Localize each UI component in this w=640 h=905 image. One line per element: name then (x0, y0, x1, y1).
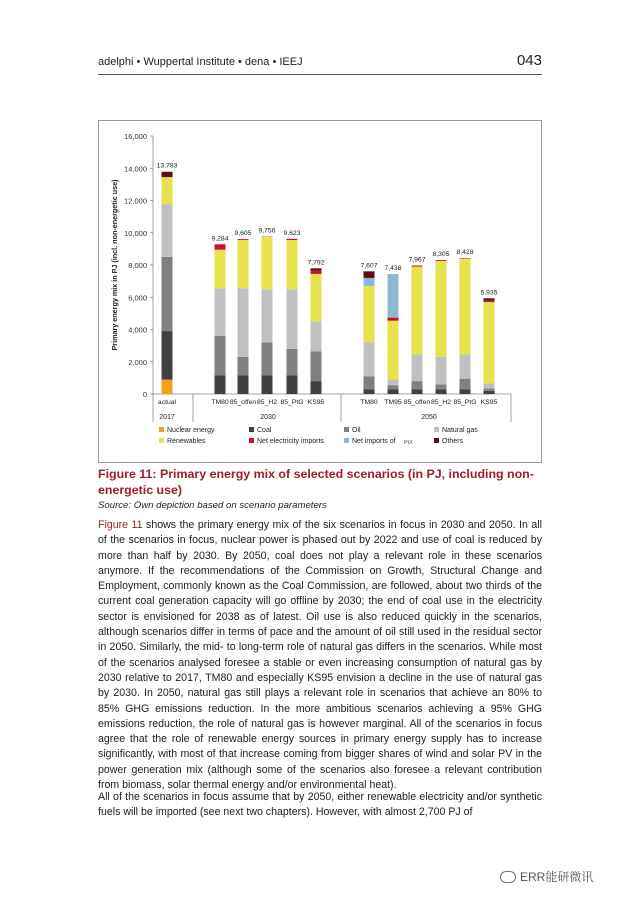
legend-label: Others (442, 438, 464, 445)
page-header (98, 52, 542, 74)
bar-segment (262, 375, 273, 394)
legend-swatch (434, 438, 439, 443)
bar-segment (484, 388, 495, 390)
y-tick-label: 2,000 (128, 357, 147, 367)
header-rule (98, 74, 542, 75)
legend-swatch (434, 427, 439, 432)
bar-segment (311, 271, 322, 274)
bar-segment (238, 240, 249, 288)
bar-segment (238, 375, 249, 394)
x-tick-label: 85_PtG (280, 399, 304, 406)
bar-segment (215, 244, 226, 249)
bar-segment (162, 331, 173, 379)
bar-segment (436, 357, 447, 384)
legend-label: Coal (257, 427, 272, 434)
bar-segment (364, 376, 375, 389)
legend-swatch (249, 427, 254, 432)
bar-segment (162, 257, 173, 331)
figure-frame (98, 120, 542, 463)
group-label: 2017 (159, 414, 175, 421)
legend-swatch (344, 438, 349, 443)
bar-segment (460, 259, 471, 355)
x-tick-label: 85_PtG (453, 399, 477, 406)
bar-segment (412, 267, 423, 355)
legend-label: Oil (352, 427, 361, 434)
bar-segment (262, 342, 273, 375)
bar-segment (262, 289, 273, 342)
y-tick-label: 0 (142, 390, 147, 399)
y-axis-title: Primary energy mix in PJ (incl. non-energetic use) (110, 179, 119, 351)
y-tick-label: 4,000 (128, 325, 147, 335)
x-tick-label: 85_H2 (430, 399, 452, 406)
legend-label: Renewables (167, 438, 206, 445)
bar-segment (162, 172, 173, 177)
bar-segment (484, 302, 495, 383)
bar-segment (412, 354, 423, 381)
bar-segment (311, 321, 322, 351)
bar-segment (238, 357, 249, 376)
group-label: 2050 (421, 414, 437, 421)
x-tick-label: 85_H2 (256, 399, 278, 406)
bar-segment (412, 381, 423, 389)
bar-segment (287, 240, 298, 289)
y-tick-label: 14,000 (124, 164, 147, 174)
x-tick-label: 85_offen (229, 399, 257, 406)
figure-caption: Figure 11: Primary energy mix of selected scenarios (in PJ, including non-energetic use) (98, 467, 534, 497)
bar-segment (287, 375, 298, 394)
bar-segment (436, 260, 447, 261)
bar-segment (364, 286, 375, 342)
y-tick-label: 8,000 (128, 261, 147, 270)
bar-segment (364, 271, 375, 278)
bar-total-label: 9,284 (211, 235, 229, 243)
bar-total-label: 9,623 (283, 229, 301, 237)
bar-segment (364, 389, 375, 394)
wechat-icon (500, 871, 516, 883)
legend-swatch (159, 438, 164, 443)
y-tick-label: 10,000 (124, 228, 147, 238)
bar-segment (412, 389, 423, 394)
bar-segment (388, 321, 399, 380)
bar-segment (484, 301, 495, 302)
legend-swatch (159, 427, 164, 432)
bar-segment (162, 205, 173, 257)
bar-total-label: 7,607 (360, 262, 378, 270)
bar-segment (388, 389, 399, 394)
bar-segment (262, 237, 273, 289)
bar-segment (364, 278, 375, 286)
bar-total-label: 7,967 (408, 256, 426, 264)
legend-label: Natural gas (442, 427, 478, 434)
bar-segment (484, 391, 495, 394)
figure-reference-link[interactable]: Figure 11 (98, 519, 143, 531)
watermark (500, 868, 593, 885)
bar-total-label: 9,605 (234, 230, 252, 238)
legend-label: Net imports of (352, 438, 396, 445)
bar-segment (388, 274, 399, 318)
bar-segment (287, 239, 298, 240)
legend-label: Net electricity imports (257, 438, 324, 445)
bar-segment (484, 384, 495, 389)
bar-segment (311, 268, 322, 270)
bar-segment (215, 375, 226, 394)
bar-segment (215, 336, 226, 376)
y-tick-label: 16,000 (124, 132, 147, 141)
bar-segment (364, 342, 375, 376)
body-paragraph-2: All of the scenarios in focus assume that by 2050, either renewable electricity and/or synthetic fuels will be imported (see next two chapters). However, with almost 2,700 PJ of (98, 791, 542, 819)
primary-energy-chart (99, 121, 541, 462)
bar-total-label: 7,792 (307, 259, 325, 267)
bar-segment (215, 250, 226, 289)
y-tick-label: 12,000 (124, 196, 147, 206)
bar-total-label: 9,756 (258, 227, 276, 235)
bar-segment (238, 239, 249, 240)
bar-total-label: 13,783 (156, 162, 178, 170)
page-number: 043 (516, 52, 542, 69)
bar-segment (287, 349, 298, 376)
header-organizations: adelphi • Wuppertal Institute • dena • IEEJ (98, 56, 303, 68)
y-tick-label: 6,000 (128, 293, 147, 303)
legend-swatch (249, 438, 254, 443)
bar-segment (388, 385, 399, 389)
group-label: 2030 (260, 414, 276, 421)
x-tick-label: 85_offen (403, 399, 431, 406)
bar-segment (436, 384, 447, 389)
bar-segment (460, 379, 471, 389)
x-tick-label: TM80 (211, 399, 229, 406)
figure-source: Source: Own depiction based on scenario parameters (98, 500, 327, 511)
watermark-text: ERR能研微讯 (520, 870, 594, 884)
bar-segment (436, 261, 447, 357)
body-paragraph-1-text: shows the primary energy mix of the six scenarios in focus in 2030 and 2050. In all of the scenarios in focus, nuclear power is phased out by 2022 and use of coal is reduced by more than half by 2030. By 2050, coal does not play a relevant role in these scenarios anymore. If the recommendations of the Commission on Growth, Structural Change and Employment, commonly known as the Coal Commission, are followed, about two thirds of the current coal generation capacity will go offline by 2030; the end of coal use in the electricity sector is envisioned for 2038 as of latest. Oil use is also reduced quickly in the scenarios, although scenarios differ in terms of pace and the amount of oil still used in the residual sector in 2050. Similarly, the mid- to long-term role of natural gas differs in the scenarios. While most of the scenarios analysed foresee a stable or even increasing consumption of natural gas by 2030 relative to 2017, TM80 and especially KS95 envision a decline in the use of natural gas by 2030. In 2050, natural gas still plays a relevant role in scenarios that achieve an 80% to 85% GHG emissions reduction. In the more ambitious scenarios achieving a 95% GHG emissions reduction, the role of natural gas is however marginal. All of the scenarios in focus agree that the role of renewable energy sources in primary energy supply has to increase significantly, with most of that increase coming from bigger shares of wind and solar PV in the power generation mix (although some of the scenarios also foresee a relevant contribution from biomass, solar thermal energy and/or environmental heat). (98, 519, 543, 792)
bar-segment (460, 354, 471, 378)
bar-segment (311, 274, 322, 322)
bar-total-label: 5,935 (480, 289, 498, 297)
x-tick-label: KS95 (480, 399, 498, 406)
bar-segment (238, 288, 249, 357)
bar-segment (311, 381, 322, 394)
bar-segment (311, 351, 322, 381)
bar-total-label: 8,305 (432, 251, 450, 259)
bar-segment (388, 318, 399, 321)
body-paragraph-1 (98, 518, 542, 793)
legend-label: Nuclear energy (167, 427, 215, 434)
bar-segment (215, 288, 226, 336)
bar-total-label: 7,438 (384, 265, 402, 273)
bar-segment (287, 289, 298, 349)
bar-segment (484, 298, 495, 300)
bar-segment (436, 389, 447, 394)
bar-segment (412, 266, 423, 267)
x-tick-label: actual (157, 399, 177, 406)
bar-segment (460, 389, 471, 394)
x-tick-label: KS95 (307, 399, 325, 406)
legend-label-subscript: PtX (404, 440, 413, 446)
bar-segment (162, 177, 173, 204)
x-tick-label: TM95 (384, 399, 402, 406)
legend-swatch (344, 427, 349, 432)
x-tick-label: TM80 (360, 399, 378, 406)
bar-segment (388, 379, 399, 385)
bar-segment (162, 379, 173, 394)
bar-total-label: 8,428 (456, 249, 474, 257)
